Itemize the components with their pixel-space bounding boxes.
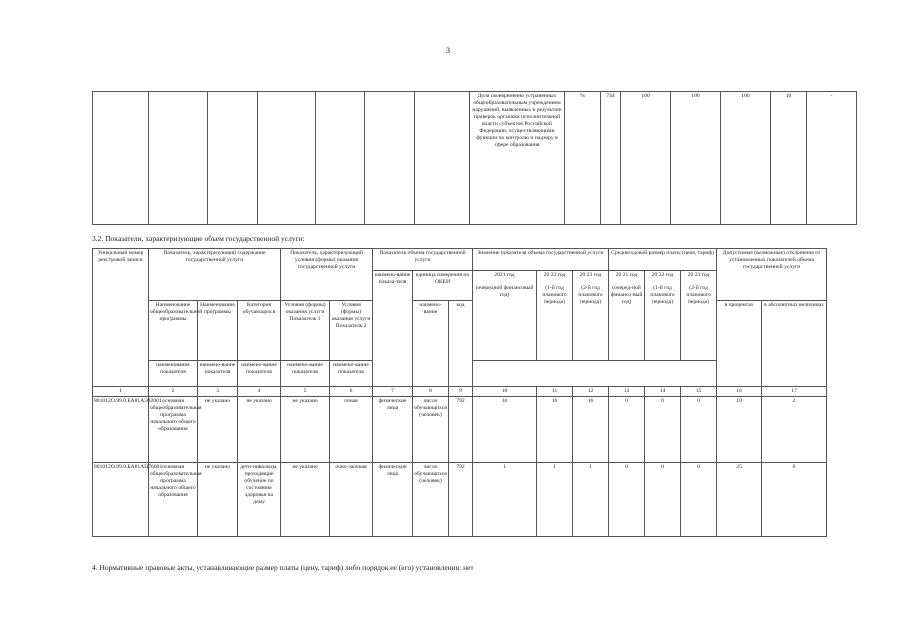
top-cell-4: [258, 92, 316, 225]
section-4-title: 4. Нормативные правовые акты, устанавливающие размер платы (цену, тариф) либо порядок ее (его) установления: нет: [92, 563, 474, 572]
header-unit-name: наимено-вание: [413, 301, 449, 387]
row-deviation-percent: 10: [717, 397, 762, 463]
header-year-2022: 20 22 год (1-й год планового периода): [537, 271, 573, 361]
row-unique-number: 801012O.99.0.БА81АЦ76001: [93, 463, 149, 537]
row-value-2023: 16: [573, 397, 609, 463]
row-value-2021: 1: [473, 463, 537, 537]
row-category: не указано: [238, 397, 281, 463]
col-number: 17: [762, 387, 827, 397]
col-number: 14: [645, 387, 681, 397]
header-conditions-2: Условия (формы) оказания услуги Показатель 2: [330, 301, 373, 361]
header-indicator-name-3: наимено-вание показателя: [198, 361, 238, 387]
row-unit-name: число обучающихся (человек): [413, 463, 449, 537]
header-conditions-1: Условия (формы) оказания услуги Показатель 1: [281, 301, 330, 361]
header-conditions-indicator: Показатель, характеризующий условия (формы) оказания государственной услуги: [281, 249, 373, 301]
row-value-2022: 1: [537, 463, 573, 537]
header-indicator-name-2: наименование показателя: [149, 361, 198, 387]
col-number: 10: [473, 387, 537, 397]
col-number: 8: [413, 387, 449, 397]
header-spacer: [473, 361, 717, 387]
row-fee-2022: 0: [645, 397, 681, 463]
header-student-category: Категория обучающихся: [238, 301, 281, 361]
col-number: 12: [573, 387, 609, 397]
top-value-2023: 100: [721, 92, 771, 225]
row-unit-code: 792: [449, 397, 473, 463]
column-numbers-row: [93, 387, 827, 397]
col-number: 5: [281, 387, 330, 397]
header-year-2023: 20 23 год (2-й год планового периода): [573, 271, 609, 361]
top-cell-2: [149, 92, 208, 225]
row-deviation-abs: 0: [762, 463, 827, 537]
header-program: Наименование программы: [198, 301, 238, 361]
col-number: 13: [609, 387, 645, 397]
row-fee-2021: 0: [609, 397, 645, 463]
top-indicator-name: Доля своевременно устраненных общеобразовательным учреждением нарушений, выявленных в результате проверок органами исполнительной власти субъектов Российской Федерации, осуществляющими функции по контролю и надзору в сфере образования: [470, 92, 565, 225]
col-number: 2: [149, 387, 198, 397]
row-category: дети-инвалиды, проходящие обучение по состоянию здоровья на дому: [238, 463, 281, 537]
col-number: 15: [681, 387, 717, 397]
row-conditions-1: не указано: [281, 397, 330, 463]
row-program: не указано: [198, 463, 238, 537]
row-fee-2023: 0: [681, 463, 717, 537]
header-in-abs: в абсолютных величинах: [762, 301, 827, 387]
header-indicator-name-6: наимено-вание показателя: [330, 361, 373, 387]
header-allowed-deviation: Допустимые (возможные) отклонения от установленных показателей объема государственной услуги: [717, 249, 827, 301]
row-fee-2022: 0: [645, 463, 681, 537]
row-value-2023: 1: [573, 463, 609, 537]
top-cell-3: [208, 92, 258, 225]
header-in-percent: в процентах: [717, 301, 762, 387]
row-conditions-1: не указано: [281, 463, 330, 537]
row-program-name: основная общеобразовательная программа начального общего образования: [149, 397, 198, 463]
col-number: 3: [198, 387, 238, 397]
page-number: 3: [446, 46, 450, 55]
header-avg-fee: Среднегодовой размер платы (цена, тариф): [609, 249, 717, 271]
row-indicator: физические лица: [373, 397, 413, 463]
top-cell-6: [365, 92, 415, 225]
row-conditions-2: очная: [330, 397, 373, 463]
header-unit-code: код: [449, 301, 473, 387]
col-number: 7: [373, 387, 413, 397]
table-row: [93, 397, 827, 463]
header-year-2021: 2021 год (очередной финансовый год): [473, 271, 537, 361]
row-program: не указано: [198, 397, 238, 463]
row-deviation-percent: 25: [717, 463, 762, 537]
row-deviation-abs: 2: [762, 397, 827, 463]
header-volume-value: Значение показателя объема государственной услуги: [473, 249, 609, 271]
header-unit-okei: единица измерения по ОКЕИ: [413, 271, 473, 301]
header-fee-2021: 20 21 год (очеред-ной финансо-вый год): [609, 271, 645, 361]
top-cell-1: [93, 92, 149, 225]
header-fee-2023: 20 23 год (2-й год планового периода): [681, 271, 717, 361]
top-value-2021: 100: [621, 92, 671, 225]
header-fee-2022: 20 22 год (1-й год планового периода): [645, 271, 681, 361]
row-unique-number: 801012O.99.0.БА81АЭ92001: [93, 397, 149, 463]
row-value-2022: 16: [537, 397, 573, 463]
quality-indicators-table: [92, 91, 857, 225]
top-value-2022: 100: [671, 92, 721, 225]
col-number: 1: [93, 387, 149, 397]
header-program-name: Наименование общеобразовательной программы: [149, 301, 198, 361]
col-number: 9: [449, 387, 473, 397]
header-indicator-name: наимено-вание показа-теля: [373, 271, 413, 387]
top-cell-7: [415, 92, 470, 225]
col-number: 16: [717, 387, 762, 397]
header-content-indicator: Показатель, характеризующий содержание государственной услуги: [149, 249, 281, 301]
top-deviation-percent: 10: [771, 92, 807, 225]
top-unit: %: [565, 92, 601, 225]
row-unit-code: 792: [449, 463, 473, 537]
top-okei: 744: [601, 92, 621, 225]
row-fee-2023: 0: [681, 397, 717, 463]
volume-indicators-table: [92, 248, 827, 537]
col-number: 11: [537, 387, 573, 397]
row-indicator: физические лица: [373, 463, 413, 537]
col-number: 6: [330, 387, 373, 397]
row-unit-name: число обучающихся (человек): [413, 397, 449, 463]
col-number: 4: [238, 387, 281, 397]
top-cell-5: [316, 92, 365, 225]
row-conditions-2: очно-заочная: [330, 463, 373, 537]
header-unique-number: Уникальный номер реестровой записи: [93, 249, 149, 387]
header-volume-indicator: Показатель объема государственной услуги: [373, 249, 473, 271]
table-row: [93, 463, 827, 537]
row-fee-2021: 0: [609, 463, 645, 537]
top-deviation-abs: -: [807, 92, 857, 225]
row-value-2021: 16: [473, 397, 537, 463]
header-indicator-name-5: наимено-вание показателя: [281, 361, 330, 387]
header-indicator-name-4: наимено-вание показателя: [238, 361, 281, 387]
section-3-2-title: 3.2. Показатели, характеризующие объем государственной услуги:: [92, 234, 305, 243]
row-program-name: основная общеобразовательная программа начального общего образования: [149, 463, 198, 537]
